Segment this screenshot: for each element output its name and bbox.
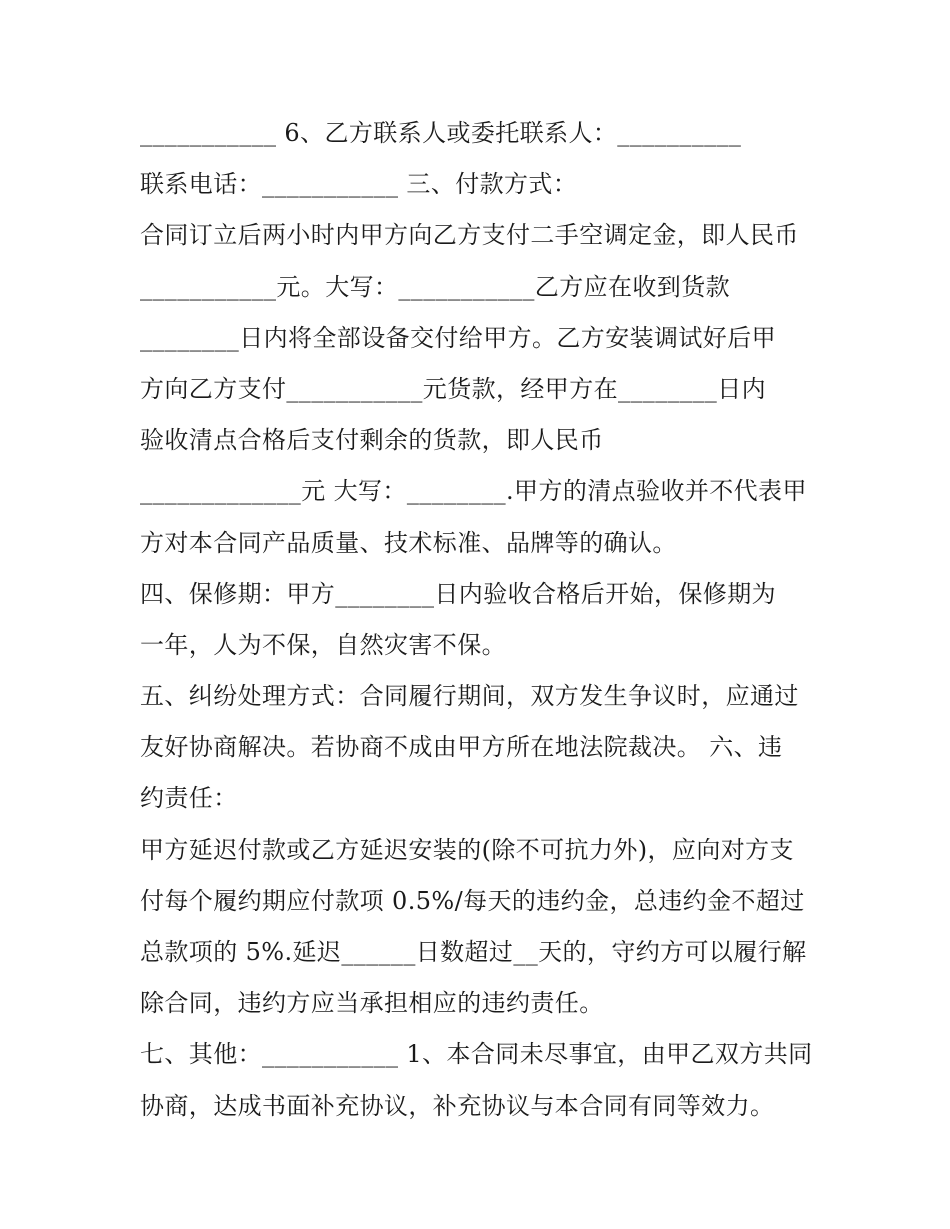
contract-line-11: 一年，人为不保，自然灾害不保。	[140, 630, 506, 659]
contract-line-4: ___________元。大写：___________乙方应在收到货款	[140, 272, 730, 301]
contract-line-15: 甲方延迟付款或乙方延迟安装的(除不可抗力外)，应向对方支	[140, 835, 794, 864]
contract-line-2: 联系电话：___________ 三、付款方式：	[140, 170, 578, 199]
contract-line-3: 合同订立后两小时内甲方向乙方支付二手空调定金，即人民币	[140, 221, 799, 250]
contract-line-14: 约责任：	[140, 784, 238, 813]
contract-line-10: 四、保修期：甲方________日内验收合格后开始，保修期为	[140, 579, 776, 608]
contract-line-7: 验收清点合格后支付剩余的货款，即人民币	[140, 426, 604, 455]
contract-line-5: ________日内将全部设备交付给甲方。乙方安装调试好后甲	[140, 323, 776, 352]
contract-line-16: 付每个履约期应付款项 0.5%/每天的违约金，总违约金不超过	[140, 886, 805, 915]
contract-line-19: 七、其他：___________ 1、本合同未尽事宜，由甲乙双方共同	[140, 1040, 813, 1069]
contract-line-8: _____________元 大写：________.甲方的清点验收并不代表甲	[140, 477, 807, 506]
contract-line-17: 总款项的 5%.延迟______日数超过__天的，守约方可以履行解	[140, 938, 807, 966]
contract-body	[140, 108, 830, 1132]
contract-line-9: 方对本合同产品质量、技术标准、品牌等的确认。	[140, 528, 677, 557]
contract-line-13: 友好协商解决。若协商不成由甲方所在地法院裁决。 六、违	[140, 733, 783, 762]
contract-line-20: 协商，达成书面补充协议，补充协议与本合同有同等效力。	[140, 1091, 775, 1120]
contract-line-12: 五、纠纷处理方式：合同履行期间，双方发生争议时，应通过	[140, 682, 799, 711]
contract-line-6: 方向乙方支付___________元货款，经甲方在________日内	[140, 374, 766, 403]
contract-line-1: ___________ 6、乙方联系人或委托联系人：__________	[140, 119, 742, 147]
contract-line-18: 除合同，违约方应当承担相应的违约责任。	[140, 989, 604, 1018]
